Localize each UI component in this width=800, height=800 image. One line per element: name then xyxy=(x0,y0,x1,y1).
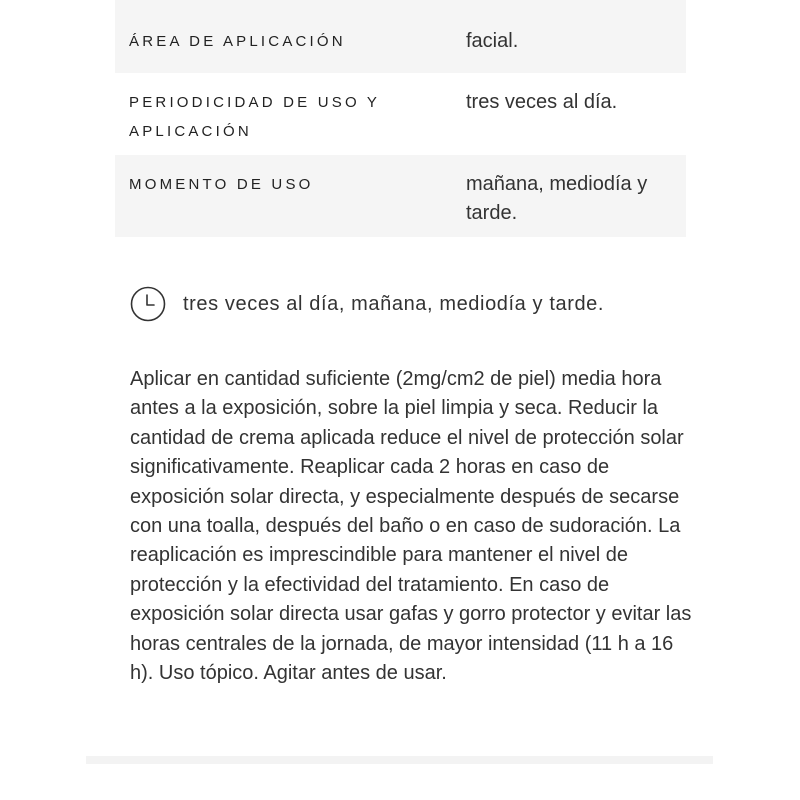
spec-value: facial. xyxy=(466,30,519,52)
product-specs-table xyxy=(115,0,686,241)
spec-key: MOMENTO DE USO xyxy=(129,176,314,193)
section-divider xyxy=(86,756,713,764)
spec-value: tres veces al día. xyxy=(466,91,618,113)
spec-row-application-area xyxy=(115,0,686,73)
usage-frequency-summary xyxy=(130,286,604,322)
spec-row-usage-time xyxy=(115,155,686,237)
spec-row-usage-frequency xyxy=(115,73,686,155)
usage-instructions: Aplicar en cantidad suficiente (2mg/cm2 de piel) media hora antes a la exposición, sobre la piel limpia y seca. Reducir la cantidad de crema aplicada reduce el nivel de protección solar significativamente. Reaplicar cada 2 horas en caso de exposición solar directa, y especialmente después de secarse con una toalla, después del baño o en caso de sudoración. La reaplicación es imprescindible para mantener el nivel de protección y la efectividad del tratamiento. En caso de exposición solar directa usar gafas y gorro protector y evitar las horas centrales de la jornada, de mayor intensidad (11 h a 16 h). Uso tópico. Agitar antes de usar. xyxy=(130,368,692,685)
spec-key: PERIODICIDAD DE USO Y APLICACIÓN xyxy=(129,94,380,140)
spec-value: mañana, mediodía y tarde. xyxy=(466,173,648,224)
clock-icon xyxy=(130,286,166,322)
frequency-text: tres veces al día, mañana, mediodía y tarde. xyxy=(183,292,605,315)
spec-key: ÁREA DE APLICACIÓN xyxy=(129,33,346,50)
